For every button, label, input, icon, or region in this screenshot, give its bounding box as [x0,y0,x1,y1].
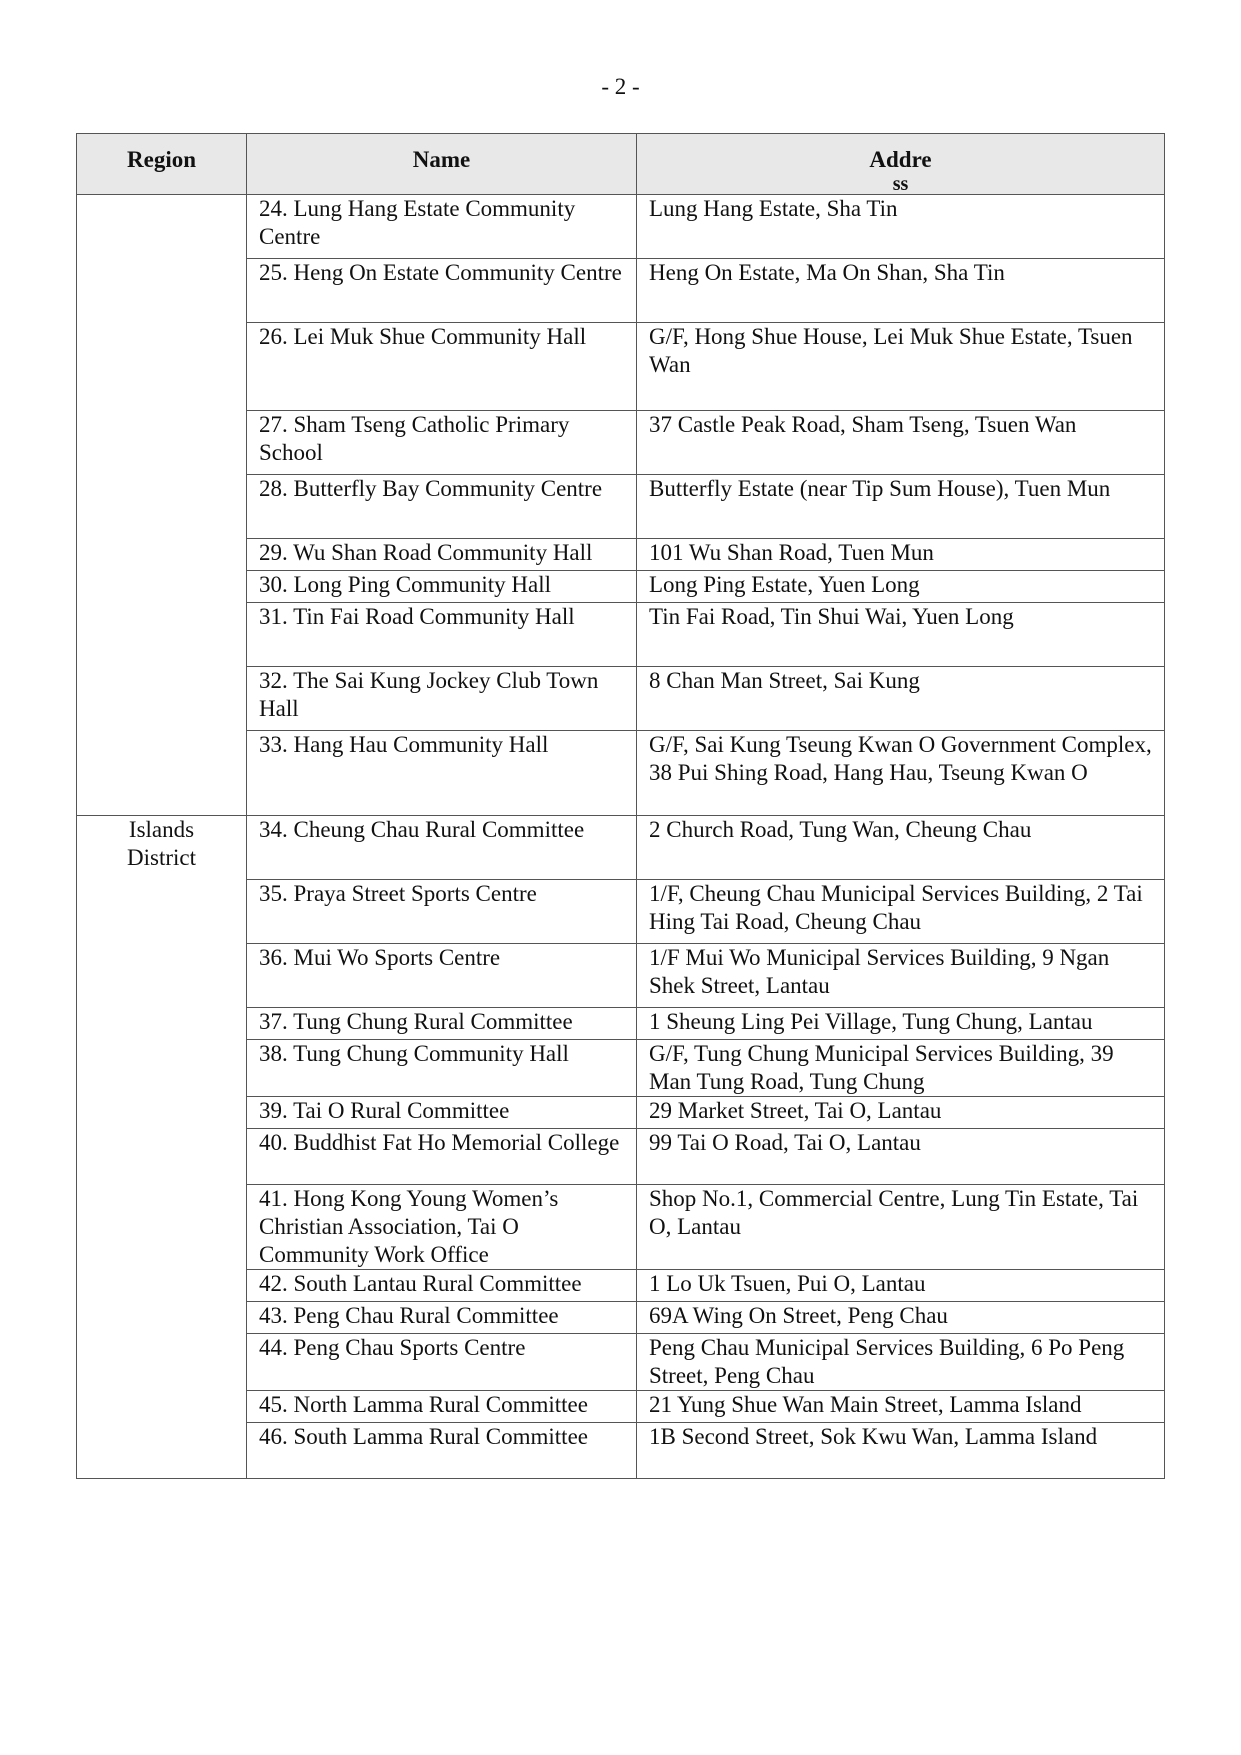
venue-address: Peng Chau Municipal Services Building, 6 Po Peng Street, Peng Chau [637,1334,1165,1391]
header-address-line1: Addre [869,147,932,172]
venue-name: 34. Cheung Chau Rural Committee [247,816,637,880]
table-row [77,816,1165,880]
header-region: Region [77,134,247,195]
venue-table [76,133,1165,1479]
region-cell-blank [77,195,247,816]
header-address-line2: ss [892,173,909,195]
venue-address: 99 Tai O Road, Tai O, Lantau [637,1129,1165,1185]
table-row [77,195,1165,259]
page-number: - 2 - [601,74,640,99]
venue-name: 41. Hong Kong Young Women’s Christian Association, Tai O Community Work Office [247,1185,637,1270]
venue-name: 24. Lung Hang Estate Community Centre [247,195,637,259]
venue-address: 8 Chan Man Street, Sai Kung [637,667,1165,731]
venue-name: 35. Praya Street Sports Centre [247,880,637,944]
venue-address: 1 Sheung Ling Pei Village, Tung Chung, Lantau [637,1008,1165,1040]
venue-address: 37 Castle Peak Road, Sham Tseng, Tsuen Wan [637,411,1165,475]
venue-name: 32. The Sai Kung Jockey Club Town Hall [247,667,637,731]
venue-name: 31. Tin Fai Road Community Hall [247,603,637,667]
venue-address: 1 Lo Uk Tsuen, Pui O, Lantau [637,1270,1165,1302]
venue-address: 1/F, Cheung Chau Municipal Services Building, 2 Tai Hing Tai Road, Cheung Chau [637,880,1165,944]
venue-name: 29. Wu Shan Road Community Hall [247,539,637,571]
venue-address: Shop No.1, Commercial Centre, Lung Tin Estate, Tai O, Lantau [637,1185,1165,1270]
venue-name: 36. Mui Wo Sports Centre [247,944,637,1008]
venue-name: 42. South Lantau Rural Committee [247,1270,637,1302]
venue-name: 25. Heng On Estate Community Centre [247,259,637,323]
venue-address: Long Ping Estate, Yuen Long [637,571,1165,603]
region-label-line1: Islands [128,817,195,842]
venue-address: 2 Church Road, Tung Wan, Cheung Chau [637,816,1165,880]
venue-name: 39. Tai O Rural Committee [247,1097,637,1129]
venue-address: 69A Wing On Street, Peng Chau [637,1302,1165,1334]
venue-address: 21 Yung Shue Wan Main Street, Lamma Island [637,1391,1165,1423]
venue-address: 1/F Mui Wo Municipal Services Building, 9 Ngan Shek Street, Lantau [637,944,1165,1008]
region-cell-islands [77,816,247,1479]
venue-name: 37. Tung Chung Rural Committee [247,1008,637,1040]
venue-address: G/F, Tung Chung Municipal Services Building, 39 Man Tung Road, Tung Chung [637,1040,1165,1097]
venue-name: 28. Butterfly Bay Community Centre [247,475,637,539]
header-address [637,134,1165,195]
table-header-row [77,134,1165,195]
venue-name: 45. North Lamma Rural Committee [247,1391,637,1423]
venue-address: Heng On Estate, Ma On Shan, Sha Tin [637,259,1165,323]
venue-address: Butterfly Estate (near Tip Sum House), Tuen Mun [637,475,1165,539]
venue-address: G/F, Sai Kung Tseung Kwan O Government Complex, 38 Pui Shing Road, Hang Hau, Tseung Kwan O [637,731,1165,816]
venue-name: 30. Long Ping Community Hall [247,571,637,603]
venue-address: Lung Hang Estate, Sha Tin [637,195,1165,259]
venue-name: 40. Buddhist Fat Ho Memorial College [247,1129,637,1185]
venue-name: 27. Sham Tseng Catholic Primary School [247,411,637,475]
venue-address: 1B Second Street, Sok Kwu Wan, Lamma Island [637,1423,1165,1479]
venue-address: 29 Market Street, Tai O, Lantau [637,1097,1165,1129]
venue-address: Tin Fai Road, Tin Shui Wai, Yuen Long [637,603,1165,667]
venue-name: 46. South Lamma Rural Committee [247,1423,637,1479]
venue-name: 26. Lei Muk Shue Community Hall [247,323,637,411]
venue-name: 44. Peng Chau Sports Centre [247,1334,637,1391]
venue-name: 43. Peng Chau Rural Committee [247,1302,637,1334]
venue-address: G/F, Hong Shue House, Lei Muk Shue Estate, Tsuen Wan [637,323,1165,411]
venue-name: 38. Tung Chung Community Hall [247,1040,637,1097]
venue-name: 33. Hang Hau Community Hall [247,731,637,816]
header-name: Name [247,134,637,195]
region-label-line2: District [127,845,196,870]
venue-address: 101 Wu Shan Road, Tuen Mun [637,539,1165,571]
